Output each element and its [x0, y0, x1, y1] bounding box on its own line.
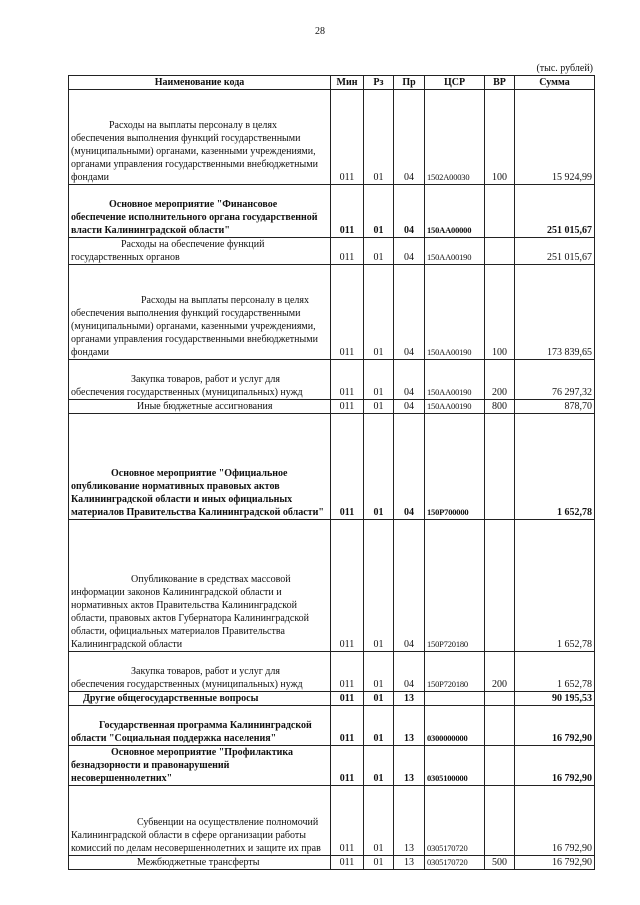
- row-sum: 251 015,67: [515, 185, 595, 238]
- row-min: 011: [331, 238, 364, 265]
- row-vr: [485, 414, 515, 520]
- row-sum: 878,70: [515, 400, 595, 414]
- row-name: Основное мероприятие "Финансовое обеспечение исполнительного органа государственной власти Калининградской области": [69, 185, 331, 238]
- row-csr: 150АА00000: [425, 185, 485, 238]
- row-name: Расходы на выплаты персоналу в целях обеспечения выполнения функций государственными (муниципальными) органами, казенными учреждениями, органами управления государственными внебюджетными фондами: [69, 90, 331, 185]
- row-rz: 01: [364, 856, 394, 870]
- row-vr: [485, 706, 515, 746]
- table-row: [69, 414, 595, 520]
- row-min: 011: [331, 185, 364, 238]
- header-vr: ВР: [485, 76, 515, 90]
- row-pr: 04: [394, 185, 425, 238]
- header-pr: Пр: [394, 76, 425, 90]
- table-row: [69, 360, 595, 400]
- row-vr: 200: [485, 652, 515, 692]
- row-pr: 04: [394, 265, 425, 360]
- row-csr: 0305170720: [425, 856, 485, 870]
- row-rz: 01: [364, 706, 394, 746]
- row-rz: 01: [364, 414, 394, 520]
- row-sum: 16 792,90: [515, 706, 595, 746]
- table-row: [69, 185, 595, 238]
- row-rz: 01: [364, 520, 394, 652]
- row-sum: 90 195,53: [515, 692, 595, 706]
- row-vr: [485, 746, 515, 786]
- row-name: Государственная программа Калининградской области "Социальная поддержка населения": [69, 706, 331, 746]
- row-min: 011: [331, 856, 364, 870]
- row-csr: 1502А00030: [425, 90, 485, 185]
- table-row: [69, 400, 595, 414]
- row-csr: 0300000000: [425, 706, 485, 746]
- row-vr: [485, 185, 515, 238]
- row-vr: 100: [485, 90, 515, 185]
- row-min: 011: [331, 786, 364, 856]
- table-row: [69, 90, 595, 185]
- row-pr: 13: [394, 856, 425, 870]
- row-sum: 76 297,32: [515, 360, 595, 400]
- header-csr: ЦСР: [425, 76, 485, 90]
- row-sum: 1 652,78: [515, 414, 595, 520]
- row-vr: 800: [485, 400, 515, 414]
- row-rz: 01: [364, 692, 394, 706]
- row-name: Другие общегосударственные вопросы: [69, 692, 331, 706]
- row-sum: 1 652,78: [515, 520, 595, 652]
- row-pr: 04: [394, 238, 425, 265]
- row-sum: 1 652,78: [515, 652, 595, 692]
- row-pr: 13: [394, 746, 425, 786]
- row-csr: 150АА00190: [425, 360, 485, 400]
- row-min: 011: [331, 265, 364, 360]
- page-number: 28: [315, 26, 325, 37]
- row-min: 011: [331, 360, 364, 400]
- budget-table: [68, 75, 595, 870]
- header-name: Наименование кода: [69, 76, 331, 90]
- table-row: [69, 786, 595, 856]
- row-min: 011: [331, 706, 364, 746]
- row-sum: 173 839,65: [515, 265, 595, 360]
- row-pr: 13: [394, 706, 425, 746]
- row-pr: 13: [394, 786, 425, 856]
- row-vr: [485, 786, 515, 856]
- row-name: Закупка товаров, работ и услуг для обеспечения государственных (муниципальных) нужд: [69, 360, 331, 400]
- row-min: 011: [331, 520, 364, 652]
- row-rz: 01: [364, 652, 394, 692]
- row-csr: 150Р700000: [425, 414, 485, 520]
- table-row: [69, 746, 595, 786]
- table-row: [69, 520, 595, 652]
- row-min: 011: [331, 692, 364, 706]
- row-sum: 251 015,67: [515, 238, 595, 265]
- row-pr: 04: [394, 400, 425, 414]
- row-name: Расходы на обеспечение функций государственных органов: [69, 238, 331, 265]
- row-csr: 150Р720180: [425, 520, 485, 652]
- row-pr: 13: [394, 692, 425, 706]
- row-rz: 01: [364, 265, 394, 360]
- row-rz: 01: [364, 90, 394, 185]
- header-rz: Рз: [364, 76, 394, 90]
- row-csr: [425, 692, 485, 706]
- row-vr: 100: [485, 265, 515, 360]
- header-min: Мин: [331, 76, 364, 90]
- header-row: [69, 76, 595, 90]
- row-sum: 15 924,99: [515, 90, 595, 185]
- row-pr: 04: [394, 652, 425, 692]
- row-pr: 04: [394, 360, 425, 400]
- row-csr: 150Р720180: [425, 652, 485, 692]
- row-rz: 01: [364, 238, 394, 265]
- row-csr: 0305170720: [425, 786, 485, 856]
- units-label: (тыс. рублей): [536, 63, 593, 74]
- row-sum: 16 792,90: [515, 746, 595, 786]
- table-row: [69, 238, 595, 265]
- row-csr: 150АА00190: [425, 400, 485, 414]
- row-rz: 01: [364, 185, 394, 238]
- header-sum: Сумма: [515, 76, 595, 90]
- row-csr: 0305100000: [425, 746, 485, 786]
- table-row: [69, 265, 595, 360]
- table-row: [69, 692, 595, 706]
- row-min: 011: [331, 90, 364, 185]
- row-name: Иные бюджетные ассигнования: [69, 400, 331, 414]
- row-min: 011: [331, 400, 364, 414]
- row-sum: 16 792,90: [515, 786, 595, 856]
- row-name: Закупка товаров, работ и услуг для обеспечения государственных (муниципальных) нужд: [69, 652, 331, 692]
- row-csr: 150АА00190: [425, 265, 485, 360]
- row-name: Межбюджетные трансферты: [69, 856, 331, 870]
- table-row: [69, 706, 595, 746]
- row-min: 011: [331, 746, 364, 786]
- row-pr: 04: [394, 520, 425, 652]
- table-row: [69, 652, 595, 692]
- row-rz: 01: [364, 746, 394, 786]
- row-min: 011: [331, 414, 364, 520]
- row-vr: [485, 692, 515, 706]
- row-name: Основное мероприятие "Официальное опубликование нормативных правовых актов Калининградской области и иных официальных материалов Правительства Калининградской области": [69, 414, 331, 520]
- table-row: [69, 856, 595, 870]
- row-name: Опубликование в средствах массовой информации законов Калининградской области и нормативных актов Правительства Калининградской области, правовых актов Губернатора Калининградской области, официальных материалов Правительства Калининградской области: [69, 520, 331, 652]
- row-rz: 01: [364, 360, 394, 400]
- row-name: Субвенции на осуществление полномочий Калининградской области в сфере организации работы комиссий по делам несовершеннолетних и защите их прав: [69, 786, 331, 856]
- row-vr: [485, 520, 515, 652]
- row-name: Расходы на выплаты персоналу в целях обеспечения выполнения функций государственными (муниципальными) органами, казенными учреждениями, органами управления государственными внебюджетными фондами: [69, 265, 331, 360]
- row-rz: 01: [364, 400, 394, 414]
- row-pr: 04: [394, 414, 425, 520]
- row-rz: 01: [364, 786, 394, 856]
- row-name: Основное мероприятие "Профилактика безнадзорности и правонарушений несовершеннолетних": [69, 746, 331, 786]
- row-vr: [485, 238, 515, 265]
- row-sum: 16 792,90: [515, 856, 595, 870]
- row-min: 011: [331, 652, 364, 692]
- row-vr: 200: [485, 360, 515, 400]
- row-pr: 04: [394, 90, 425, 185]
- row-csr: 150АА00190: [425, 238, 485, 265]
- row-vr: 500: [485, 856, 515, 870]
